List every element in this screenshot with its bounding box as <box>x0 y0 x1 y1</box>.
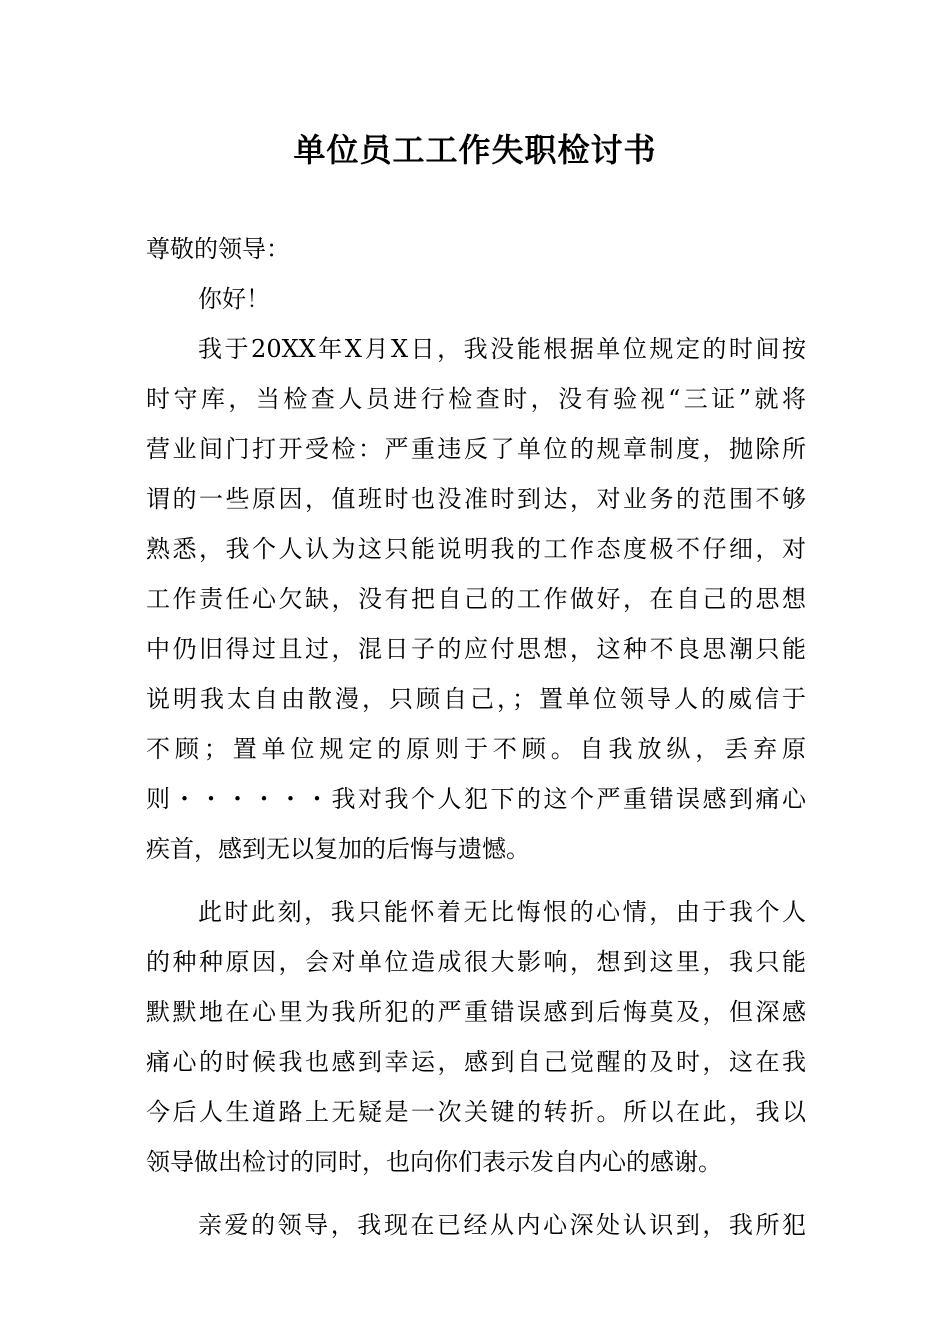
paragraph-line: 的种种原因，会对单位造成很大影响，想到这里，我只能 <box>146 948 806 976</box>
paragraph-line: 工作责任心欠缺，没有把自己的工作做好，在自己的思想 <box>146 585 806 613</box>
paragraph-line: 默默地在心里为我所犯的严重错误感到后悔莫及，但深感 <box>146 998 806 1026</box>
paragraph-line: 我于20XX年X月X日，我没能根据单位规定的时间按 <box>198 335 806 363</box>
document-body <box>146 224 806 1250</box>
paragraph-gap <box>146 1187 806 1200</box>
paragraph-3 <box>146 1200 806 1250</box>
paragraph-line: 熟悉，我个人认为这只能说明我的工作态度极不仔细，对 <box>146 535 806 563</box>
paragraph-line: 营业间门打开受检：严重违反了单位的规章制度，抛除所 <box>146 435 806 463</box>
salutation: 尊敬的领导： <box>146 235 290 263</box>
paragraph-line: 亲爱的领导，我现在已经从内心深处认识到，我所犯 <box>198 1211 806 1239</box>
paragraph-line: 疾首，感到无以复加的后悔与遗憾。 <box>146 835 530 863</box>
greeting: 你好！ <box>198 285 270 313</box>
paragraph-2 <box>146 887 806 1187</box>
paragraph-line: 领导做出检讨的同时，也向你们表示发自内心的感谢。 <box>146 1148 722 1176</box>
paragraph-line: 则・・・・・・我对我个人犯下的这个严重错误感到痛心 <box>146 785 806 813</box>
paragraph-gap <box>146 874 806 887</box>
paragraph-line: 时守库，当检查人员进行检查时，没有验视“三证”就将 <box>146 385 806 413</box>
paragraph-line: 此时此刻，我只能怀着无比悔恨的心情，由于我个人 <box>198 898 806 926</box>
paragraph-line: 中仍旧得过且过，混日子的应付思想，这种不良思潮只能 <box>146 635 806 663</box>
paragraph-1 <box>146 324 806 874</box>
paragraph-line: 谓的一些原因，值班时也没准时到达，对业务的范围不够 <box>146 485 806 513</box>
paragraph-line: 不顾；置单位规定的原则于不顾。自我放纵，丢弃原 <box>146 735 806 763</box>
paragraph-line: 痛心的时候我也感到幸运，感到自己觉醒的及时，这在我 <box>146 1048 806 1076</box>
document-title: 单位员工工作失职检讨书 <box>293 131 657 169</box>
paragraph-line: 今后人生道路上无疑是一次关键的转折。所以在此，我以 <box>146 1098 806 1126</box>
paragraph-line: 说明我太自由散漫，只顾自己，；置单位领导人的威信于 <box>146 685 806 713</box>
